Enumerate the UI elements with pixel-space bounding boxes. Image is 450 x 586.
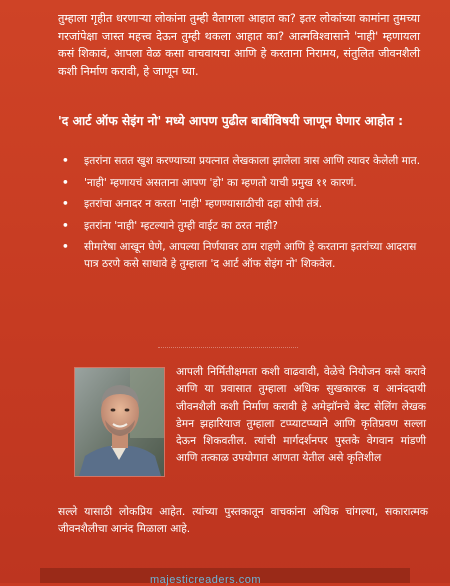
bullet-marker: • — [62, 176, 69, 189]
watermark-url: majesticreaders.com — [150, 574, 261, 586]
bullet-list — [56, 153, 426, 277]
bullet-text: इतरांचा अनादर न करता 'नाही' म्हणण्यासाठीची दहा सोपी तंत्रं. — [84, 198, 322, 210]
intro-paragraph: तुम्हाला गृहीत धरणाऱ्या लोकांना तुम्ही वैतागला आहात का? इतर लोकांच्या कामांना तुमच्या गरजांपेक्षा जास्त महत्त्व देऊन तुम्ही थकला आहात का? आत्मविश्वासाने 'नाही' म्हणायला कसं शिकावं, आपला वेळ कसा वाचवायचा आणि हे करताना निरामय, संतुलित जीवनशैली कशी निर्माण करावी, हे जाणून घ्या. — [58, 12, 420, 78]
divider — [158, 347, 298, 348]
list-item — [56, 218, 426, 235]
list-item — [56, 175, 426, 192]
section-heading: 'द आर्ट ऑफ सेइंग नो' मध्ये आपण पुढील बाबींविषयी जाणून घेणार आहोत : — [58, 114, 403, 128]
list-item — [56, 153, 426, 170]
bullet-text: इतरांना 'नाही' म्हटल्याने तुम्ही वाईट का ठरत नाही? — [84, 219, 278, 232]
bullet-text: सीमारेषा आखून घेणे, आपल्या निर्णयावर ठाम राहणे आणि हे करताना इतरांच्या आदरास पात्र ठरणे कसे साधावे हे तुम्हाला 'द आर्ट ऑफ सेइंग नो' शिकवेल. — [84, 241, 417, 270]
author-bio-continued: सल्ले यासाठी लोकप्रिय आहेत. त्यांच्या पुस्तकातून वाचकांना अधिक चांगल्या, सकारात्मक जीवनशैलीचा आनंद मिळाला आहे. — [58, 505, 428, 536]
bullet-text: इतरांना सतत खुश करण्याच्या प्रयत्नात लेखकाला झालेला त्रास आणि त्यावर केलेली मात. — [84, 155, 421, 167]
bullet-marker: • — [62, 155, 69, 167]
bullet-marker: • — [62, 241, 69, 253]
author-bio: आपली निर्मितीक्षमता कशी वाढवावी, वेळेचे नियोजन कसे करावे आणि या प्रवासात तुम्हाला अधिक सुखकारक व आनंददायी जीवनशैली कशी निर्माण करावी हे अमेझॉनचे बेस्ट सेलिंग लेखक डेमन झहारियाज तुम्हाला टप्प्याटप्प्याने आणि कृतिप्रवण सल्ला देऊन शिकवतील. त्यांची मार्गदर्शनपर पुस्तके वेगवान मांडणी आणि तत्काळ उपयोगात आणता येतील असे कृतिशील — [176, 365, 426, 465]
bullet-marker: • — [62, 198, 69, 210]
bullet-text: 'नाही' म्हणायचं असताना आपण 'हो' का म्हणतो याची प्रमुख ११ कारणं. — [84, 176, 357, 189]
author-portrait-image — [75, 368, 164, 476]
list-item — [56, 196, 426, 213]
bullet-marker: • — [62, 219, 69, 232]
author-photo — [74, 367, 165, 477]
list-item — [56, 239, 426, 272]
